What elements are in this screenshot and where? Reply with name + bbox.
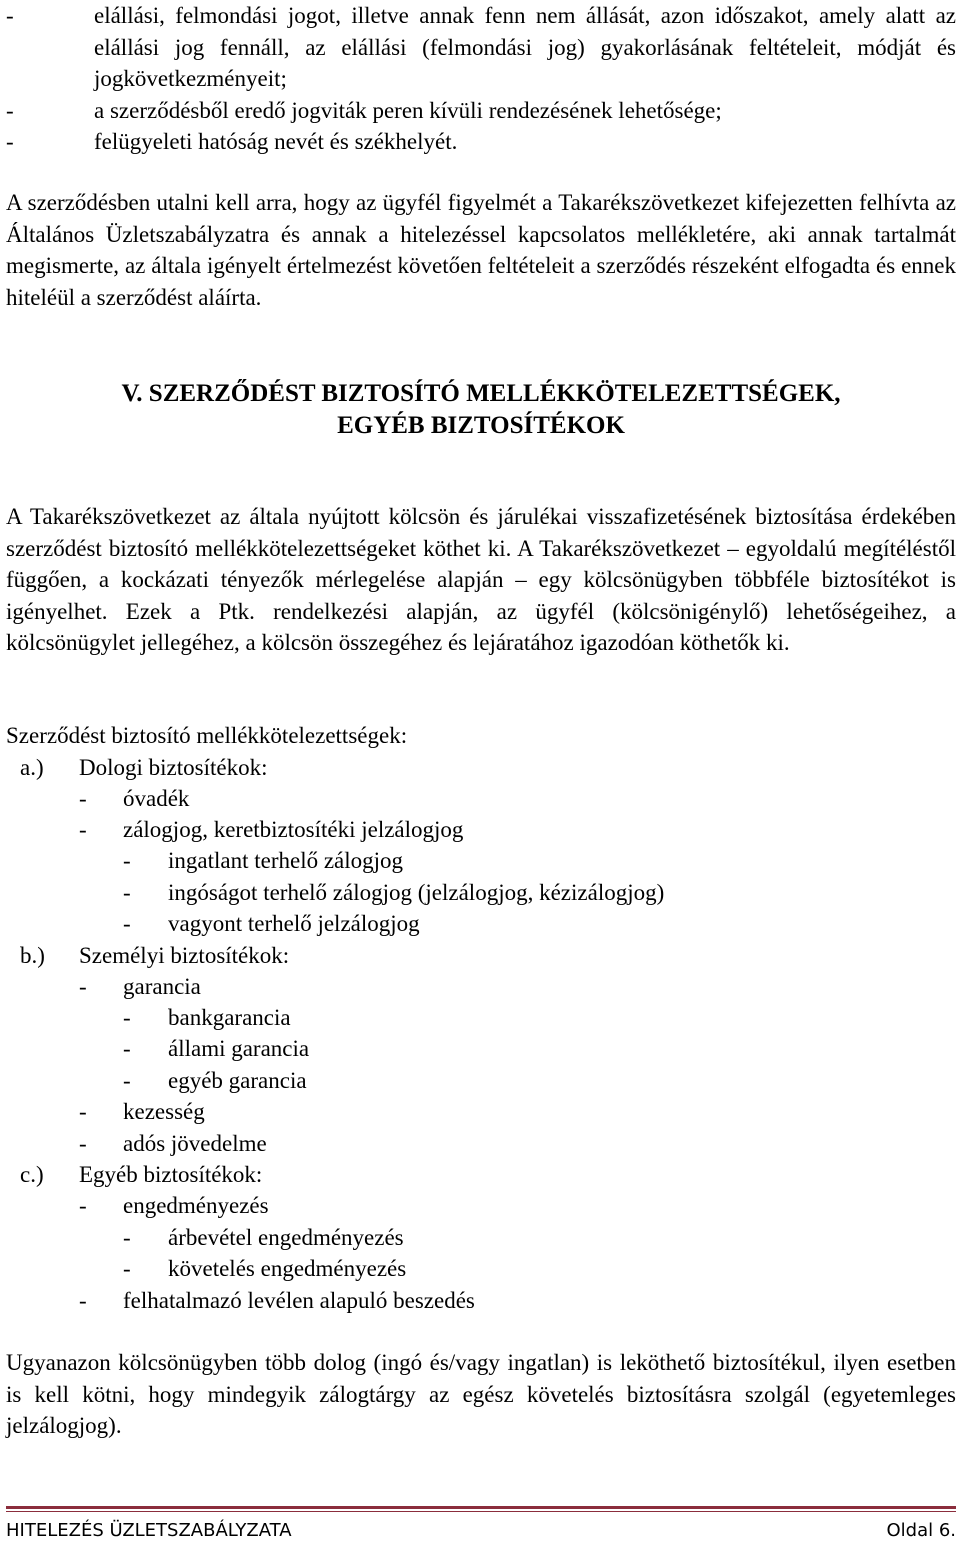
list-item: óvadék xyxy=(123,786,190,811)
section-heading xyxy=(6,378,956,442)
list-item: felhatalmazó levélen alapuló beszedés xyxy=(123,1288,475,1313)
section-heading-line1: V. SZERZŐDÉST BIZTOSÍTÓ MELLÉKKÖTELEZETTSÉGEK, xyxy=(121,380,841,407)
section-label: a.) xyxy=(20,755,44,780)
bullet-dash: - xyxy=(6,3,14,28)
footer-rule-thin xyxy=(6,1511,956,1512)
bullet-dash: - xyxy=(123,1036,131,1061)
list-item-text: felügyeleti hatóság nevét és székhelyét. xyxy=(94,129,458,154)
section-title: Egyéb biztosítékok: xyxy=(79,1162,263,1187)
list-item xyxy=(6,0,956,95)
list-item: vagyont terhelő jelzálogjog xyxy=(168,911,420,936)
footer-page-number: Oldal 6. xyxy=(886,1520,956,1541)
list-item: kezesség xyxy=(123,1099,205,1124)
list-item: engedményezés xyxy=(123,1193,269,1218)
bullet-dash: - xyxy=(79,1288,87,1313)
section-title: Dologi biztosítékok: xyxy=(79,755,268,780)
intro-bullet-list xyxy=(6,0,956,158)
list-item: ingatlant terhelő zálogjog xyxy=(168,848,404,873)
footer-rule xyxy=(6,1506,956,1509)
list-item: garancia xyxy=(123,974,201,999)
list-title: Szerződést biztosító mellékkötelezettségek: xyxy=(6,723,408,748)
section-label: b.) xyxy=(20,943,45,968)
list-item: árbevétel engedményezés xyxy=(168,1225,404,1250)
footer-document-title: HITELEZÉS ÜZLETSZABÁLYZATA xyxy=(6,1520,292,1541)
bullet-dash: - xyxy=(123,911,131,936)
paragraph-joint-lien: Ugyanazon kölcsönügyben több dolog (ingó és/vagy ingatlan) is leköthető biztosítékul, ilyen esetben is kell kötni, hogy mindegyik zálogtárgy az egész követelés biztosításra szolgál (egyetemleges jelzálogjog). xyxy=(6,1350,956,1438)
list-item: ingóságot terhelő zálogjog (jelzálogjog, kézizálogjog) xyxy=(168,880,665,905)
bullet-dash: - xyxy=(79,786,87,811)
list-item: bankgarancia xyxy=(168,1005,291,1030)
list-item-text: elállási, felmondási jogot, illetve annak fenn nem állását, azon időszakot, amely alatt az elállási jog fennáll, az elállási (felmondási jog) gyakorlásának feltételeit, módját és jogkövetkezményeit; xyxy=(94,3,956,91)
list-item: állami garancia xyxy=(168,1036,310,1061)
bullet-dash: - xyxy=(123,848,131,873)
list-item xyxy=(6,126,956,158)
page-footer xyxy=(6,1520,956,1541)
bullet-dash: - xyxy=(123,1005,131,1030)
bullet-dash: - xyxy=(123,1068,131,1093)
list-item: egyéb garancia xyxy=(168,1068,307,1093)
list-item-text: a szerződésből eredő jogviták peren kívüli rendezésének lehetősége; xyxy=(94,97,722,123)
bullet-dash: - xyxy=(6,129,14,154)
bullet-dash: - xyxy=(79,974,87,999)
list-item: adós jövedelme xyxy=(123,1131,267,1156)
paragraph-collateral-intro: A Takarékszövetkezet az általa nyújtott kölcsön és járulékai visszafizetésének biztosítása érdekében szerződést biztosító mellékkötelezettségeket köthet ki. A Takarékszövetkezet – egyoldalú megítéléstől függően, a kockázati tényezők mérlegelése alapján – egy kölcsönügyben többféle biztosítékot is igényelhet. Ezek a Ptk. rendelkezési alapján, az ügyfél (kölcsönigénylő) lehetőségeihez, a kölcsönügylet jellegéhez, a kölcsön összegéhez és lejáratához igazodóan köthetők ki. xyxy=(6,504,956,655)
section-heading-line2: EGYÉB BIZTOSÍTÉKOK xyxy=(337,412,625,439)
bullet-dash: - xyxy=(123,1225,131,1250)
bullet-dash: - xyxy=(79,1099,87,1124)
bullet-dash: - xyxy=(79,1193,87,1218)
bullet-dash: - xyxy=(79,817,87,842)
list-item xyxy=(6,95,956,127)
list-item: zálogjog, keretbiztosítéki jelzálogjog xyxy=(123,817,464,842)
section-label: c.) xyxy=(20,1162,44,1187)
bullet-dash: - xyxy=(79,1131,87,1156)
bullet-dash: - xyxy=(123,1256,131,1281)
bullet-dash: - xyxy=(6,97,14,123)
paragraph-acknowledgement: A szerződésben utalni kell arra, hogy az ügyfél figyelmét a Takarékszövetkezet kifejezetten felhívta az Általános Üzletszabályzatra és annak a hitelezéssel kapcsolatos mellékletére, aki annak tartalmát megismerte, az általa igényelt értelmezést követően feltételeit a szerződés részeként elfogadta és ennek hiteléül a szerződést aláírta. xyxy=(6,190,956,310)
list-item: követelés engedményezés xyxy=(168,1256,407,1281)
bullet-dash: - xyxy=(123,880,131,905)
section-title: Személyi biztosítékok: xyxy=(79,943,290,968)
